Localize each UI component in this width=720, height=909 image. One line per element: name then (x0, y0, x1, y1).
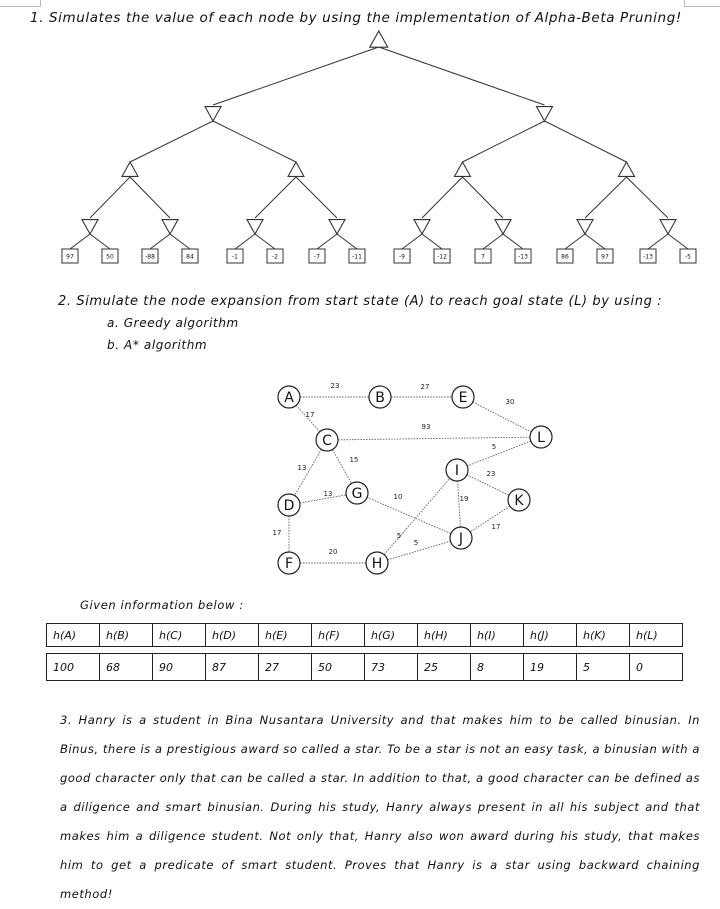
edge-weight: 17 (305, 411, 315, 419)
header-cell: h(C) (153, 624, 206, 647)
tree-edge (90, 177, 130, 218)
graph-node-e (452, 386, 474, 408)
graph-node-g (346, 482, 368, 504)
min-node (162, 220, 178, 234)
value-cell: 19 (524, 654, 577, 681)
tree-edge (503, 234, 523, 249)
min-node (660, 220, 676, 234)
heuristic-table (46, 623, 683, 681)
node-label: J (458, 531, 464, 547)
tree-edge (483, 234, 503, 249)
heuristic-header-row (47, 624, 683, 647)
edge-weight: 15 (349, 456, 359, 464)
header-cell: h(F) (312, 624, 365, 647)
tree-edge (170, 234, 190, 249)
edge-weight: 30 (505, 398, 515, 406)
leaf-value: 7 (481, 253, 485, 261)
graph-node-i (446, 459, 468, 481)
value-cell: 87 (206, 654, 259, 681)
tree-edge (213, 47, 379, 105)
header-cell: h(J) (524, 624, 577, 647)
tree-edge (585, 234, 605, 249)
edge-weight: 93 (421, 423, 431, 431)
tree-edge (213, 121, 296, 162)
node-label: I (454, 463, 460, 479)
tree-edge (463, 177, 504, 218)
value-cell: 100 (47, 654, 100, 681)
edge-weight: 13 (297, 464, 307, 472)
leaf-value: -13 (518, 253, 528, 261)
tree-edge (545, 121, 627, 162)
header-cell: h(D) (206, 624, 259, 647)
node-label: G (351, 486, 363, 502)
tree-edge (235, 234, 255, 249)
leaf-value: -2 (272, 253, 278, 261)
graph-edge (338, 437, 530, 440)
header-cell: h(K) (577, 624, 630, 647)
tree-edge (317, 234, 337, 249)
node-label: A (284, 390, 294, 406)
header-cell: h(E) (259, 624, 312, 647)
leaf-value: -11 (352, 253, 362, 261)
header-cell: h(I) (471, 624, 524, 647)
min-node (82, 220, 98, 234)
leaf-value: -7 (314, 253, 320, 261)
leaf-value: 97 (66, 253, 74, 261)
leaf-value: -5 (685, 253, 691, 261)
node-label: F (284, 556, 294, 572)
graph-edge (473, 402, 531, 432)
tree-edge (402, 234, 422, 249)
graph-edge (332, 450, 351, 484)
leaf-value: 50 (106, 253, 114, 261)
tree-edge (585, 177, 627, 218)
edge-weight: 23 (486, 470, 496, 478)
node-label: C (322, 433, 332, 449)
leaf-value: -13 (643, 253, 653, 261)
value-cell: 8 (471, 654, 524, 681)
tree-edge (379, 47, 545, 105)
graph-node-h (366, 552, 388, 574)
graph-edge (367, 497, 451, 533)
graph-node-a (278, 386, 300, 408)
edge-weight: 27 (420, 383, 430, 391)
header-cell: h(L) (630, 624, 683, 647)
tree-edge (130, 121, 213, 162)
min-node (205, 107, 221, 121)
edge-weight: 5 (396, 532, 402, 540)
tree-edge (422, 234, 442, 249)
min-node (537, 107, 553, 121)
graph-edge (388, 541, 451, 560)
graph-node-b (369, 386, 391, 408)
max-node (288, 162, 304, 176)
tree-edge (296, 177, 337, 218)
value-cell: 50 (312, 654, 365, 681)
question-1-text: 1. Simulates the value of each node by using the implementation of Alpha-Beta Pruning! (30, 10, 682, 26)
node-label: E (458, 390, 468, 406)
graph-node-f (278, 552, 300, 574)
node-label: H (371, 556, 383, 572)
edge-weight: 17 (491, 523, 501, 531)
value-cell: 0 (630, 654, 683, 681)
graph-edge (458, 481, 461, 527)
value-cell: 73 (365, 654, 418, 681)
max-node (455, 162, 471, 176)
question-2-text: 2. Simulate the node expansion from start state (A) to reach goal state (L) by using : (58, 294, 663, 309)
leaf-value: 97 (601, 253, 609, 261)
min-node (414, 220, 430, 234)
header-cell: h(B) (100, 624, 153, 647)
tree-edge (627, 177, 669, 218)
edge-weight: 13 (323, 490, 333, 498)
tree-edge (90, 234, 110, 249)
tree-edge (463, 121, 545, 162)
edge-weight: 17 (272, 529, 282, 537)
min-node (495, 220, 511, 234)
value-cell: 68 (100, 654, 153, 681)
min-node (247, 220, 263, 234)
node-label: B (375, 390, 385, 406)
graph-node-j (450, 527, 472, 549)
tree-edge (337, 234, 357, 249)
graph-node-d (278, 494, 300, 516)
tree-edge (255, 234, 275, 249)
edge-weight: 5 (413, 539, 419, 547)
tree-edge (648, 234, 668, 249)
max-node (122, 162, 138, 176)
tree-edge (150, 234, 170, 249)
value-cell: 5 (577, 654, 630, 681)
node-label: D (283, 498, 295, 514)
tree-edge (565, 234, 585, 249)
tree-edge (255, 177, 296, 218)
value-cell: 90 (153, 654, 206, 681)
leaf-value: -1 (232, 253, 238, 261)
min-node (329, 220, 345, 234)
question-2-option-a: a. Greedy algorithm (107, 316, 239, 330)
header-cell: h(A) (47, 624, 100, 647)
leaf-value: 84 (186, 253, 194, 261)
alpha-beta-game-tree (0, 25, 720, 300)
heuristic-value-row (47, 654, 683, 681)
max-node (370, 31, 388, 47)
edge-weight: 19 (459, 495, 469, 503)
tree-edge (668, 234, 688, 249)
graph-node-c (316, 429, 338, 451)
tree-edge (70, 234, 90, 249)
node-label: K (514, 493, 524, 509)
leaf-value: 86 (561, 253, 569, 261)
leaf-value: -9 (399, 253, 405, 261)
edge-weight: 5 (491, 443, 497, 451)
search-graph (0, 375, 720, 605)
header-cell: h(G) (365, 624, 418, 647)
leaf-value: -88 (145, 253, 155, 261)
tree-edge (422, 177, 463, 218)
edge-weight: 23 (330, 382, 340, 390)
page-corner-mark-left (0, 0, 41, 7)
node-label: L (537, 430, 545, 446)
leaf-value: -12 (437, 253, 447, 261)
value-cell: 27 (259, 654, 312, 681)
given-information-label: Given information below : (80, 598, 244, 612)
question-3-text: 3. Hanry is a student in Bina Nusantara University and that makes him to be called binusian. In Binus, there is a prestigious award so called a star. To be a star is not an easy task, a binusian with a good character only that can be called a star. In addition to that, a good character can be defined as a diligence and smart binusian. During his study, Hanry always present in all his subject and that makes him a diligence student. Not only that, Hanry also won award during his study, that makes him to get a predicate of smart student. Proves that Hanry is a star using backward chaining method! (60, 713, 700, 901)
max-node (619, 162, 635, 176)
tree-edge (130, 177, 170, 218)
graph-node-k (508, 489, 530, 511)
min-node (577, 220, 593, 234)
page-corner-mark-right (684, 0, 720, 7)
graph-edge (295, 449, 322, 495)
edge-weight: 10 (393, 493, 403, 501)
value-cell: 25 (418, 654, 471, 681)
graph-edge (467, 441, 531, 466)
graph-node-l (530, 426, 552, 448)
graph-edge (470, 506, 510, 532)
question-2-option-b: b. A* algorithm (107, 338, 208, 352)
header-cell: h(H) (418, 624, 471, 647)
edge-weight: 20 (328, 548, 338, 556)
